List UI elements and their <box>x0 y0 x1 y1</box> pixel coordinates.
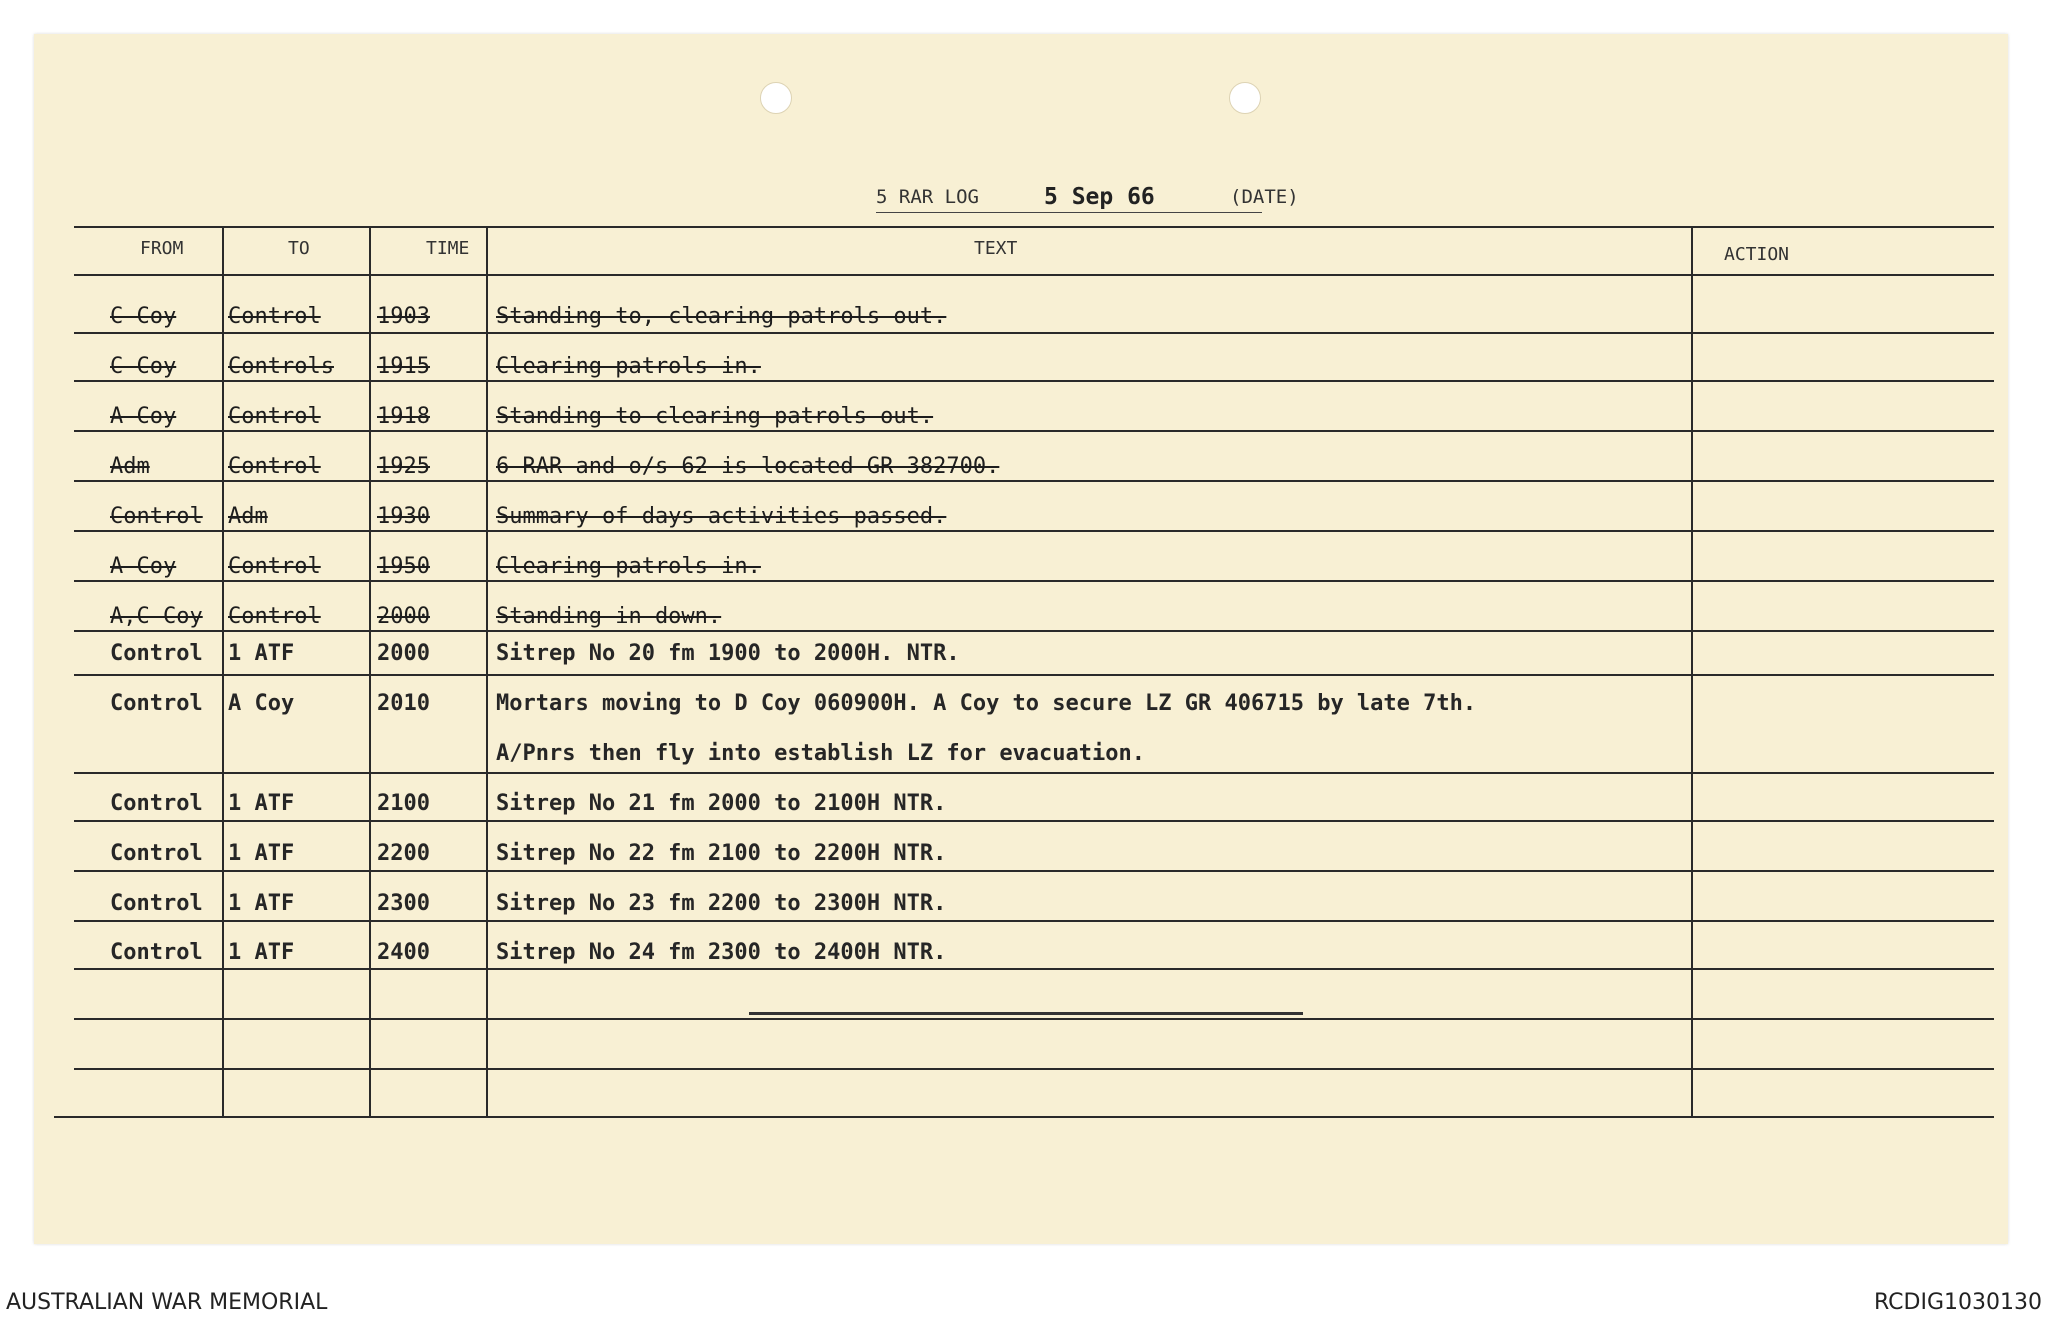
log-row <box>34 940 2008 980</box>
col-head-to: TO <box>288 238 310 259</box>
row-text: Mortars moving to D Coy 060900H. A Coy to secure LZ GR 406715 by late 7th. <box>496 691 1477 716</box>
row-from: Control <box>110 691 203 716</box>
row-time: 2400 <box>377 940 430 965</box>
row-time: 1925 <box>377 454 430 479</box>
log-date: 5 Sep 66 <box>1044 184 1155 210</box>
log-row <box>34 504 2008 544</box>
row-text: Sitrep No 22 fm 2100 to 2200H NTR. <box>496 841 947 866</box>
row-to: A Coy <box>228 691 295 716</box>
row-from: Control <box>110 940 203 965</box>
row-from: A Coy <box>110 554 177 579</box>
punch-hole-right <box>1229 82 1261 114</box>
row-text: Standing to, clearing patrols out. <box>496 304 947 329</box>
row-text: Summary of days activities passed. <box>496 504 947 529</box>
log-row <box>34 354 2008 394</box>
row-from: Control <box>110 504 203 529</box>
log-row <box>34 454 2008 494</box>
row-text: Clearing patrols in. <box>496 354 761 379</box>
row-rule <box>74 1018 1994 1020</box>
row-from: Control <box>110 841 203 866</box>
row-rule <box>74 1068 1994 1070</box>
row-text: Sitrep No 24 fm 2300 to 2400H NTR. <box>496 940 947 965</box>
log-row <box>34 841 2008 881</box>
row-text: Sitrep No 20 fm 1900 to 2000H. NTR. <box>496 641 960 666</box>
row-from: Control <box>110 791 203 816</box>
date-label: (DATE) <box>1230 186 1299 208</box>
row-to: 1 ATF <box>228 891 295 916</box>
log-row <box>34 604 2008 644</box>
row-to: Controls <box>228 354 334 379</box>
row-from: Control <box>110 641 203 666</box>
log-row <box>34 891 2008 931</box>
footer-record-id: RCDIG1030130 <box>1873 1290 2042 1315</box>
row-time: 1915 <box>377 354 430 379</box>
log-title: 5 RAR LOG <box>876 186 979 208</box>
row-to: Control <box>228 604 321 629</box>
row-from: C Coy <box>110 304 177 329</box>
row-time: 1930 <box>377 504 430 529</box>
row-time: 2300 <box>377 891 430 916</box>
row-to: 1 ATF <box>228 940 295 965</box>
row-to: 1 ATF <box>228 641 295 666</box>
col-head-text: TEXT <box>974 238 1018 259</box>
row-from: A,C Coy <box>110 604 203 629</box>
log-row <box>34 691 2008 731</box>
table-header-rule <box>74 274 1994 276</box>
end-of-log-rule <box>749 1012 1303 1015</box>
log-sheet <box>34 34 2008 1244</box>
row-time: 1903 <box>377 304 430 329</box>
date-underline <box>876 212 1262 213</box>
col-head-from: FROM <box>140 238 184 259</box>
col-head-time: TIME <box>426 238 470 259</box>
row-to: Control <box>228 454 321 479</box>
row-text: Standing to clearing patrols out. <box>496 404 934 429</box>
row-from: Adm <box>110 454 150 479</box>
row-text: Sitrep No 23 fm 2200 to 2300H NTR. <box>496 891 947 916</box>
log-row <box>34 404 2008 444</box>
row-to: Adm <box>228 504 268 529</box>
row-to: Control <box>228 304 321 329</box>
col-head-action: ACTION <box>1724 244 1790 265</box>
row-text: A/Pnrs then fly into establish LZ for evacuation. <box>496 741 1146 766</box>
log-header <box>34 152 2008 210</box>
log-row <box>34 791 2008 831</box>
row-to: 1 ATF <box>228 841 295 866</box>
row-time: 1918 <box>377 404 430 429</box>
table-top-rule <box>74 226 1994 228</box>
row-time: 2100 <box>377 791 430 816</box>
row-text: 6 RAR and o/s 62 is located GR 382700. <box>496 454 1000 479</box>
row-time: 2200 <box>377 841 430 866</box>
punch-hole-left <box>760 82 792 114</box>
log-row <box>34 304 2008 344</box>
row-text: Sitrep No 21 fm 2000 to 2100H NTR. <box>496 791 947 816</box>
row-from: C Coy <box>110 354 177 379</box>
row-text: Clearing patrols in. <box>496 554 761 579</box>
row-to: 1 ATF <box>228 791 295 816</box>
log-row <box>34 741 2008 781</box>
row-to: Control <box>228 554 321 579</box>
row-time: 2010 <box>377 691 430 716</box>
row-from: A Coy <box>110 404 177 429</box>
row-to: Control <box>228 404 321 429</box>
row-time: 1950 <box>377 554 430 579</box>
footer-institution: AUSTRALIAN WAR MEMORIAL <box>6 1290 328 1315</box>
log-row <box>34 554 2008 594</box>
row-time: 2000 <box>377 641 430 666</box>
row-text: Standing in down. <box>496 604 722 629</box>
row-from: Control <box>110 891 203 916</box>
log-row <box>34 641 2008 681</box>
row-time: 2000 <box>377 604 430 629</box>
